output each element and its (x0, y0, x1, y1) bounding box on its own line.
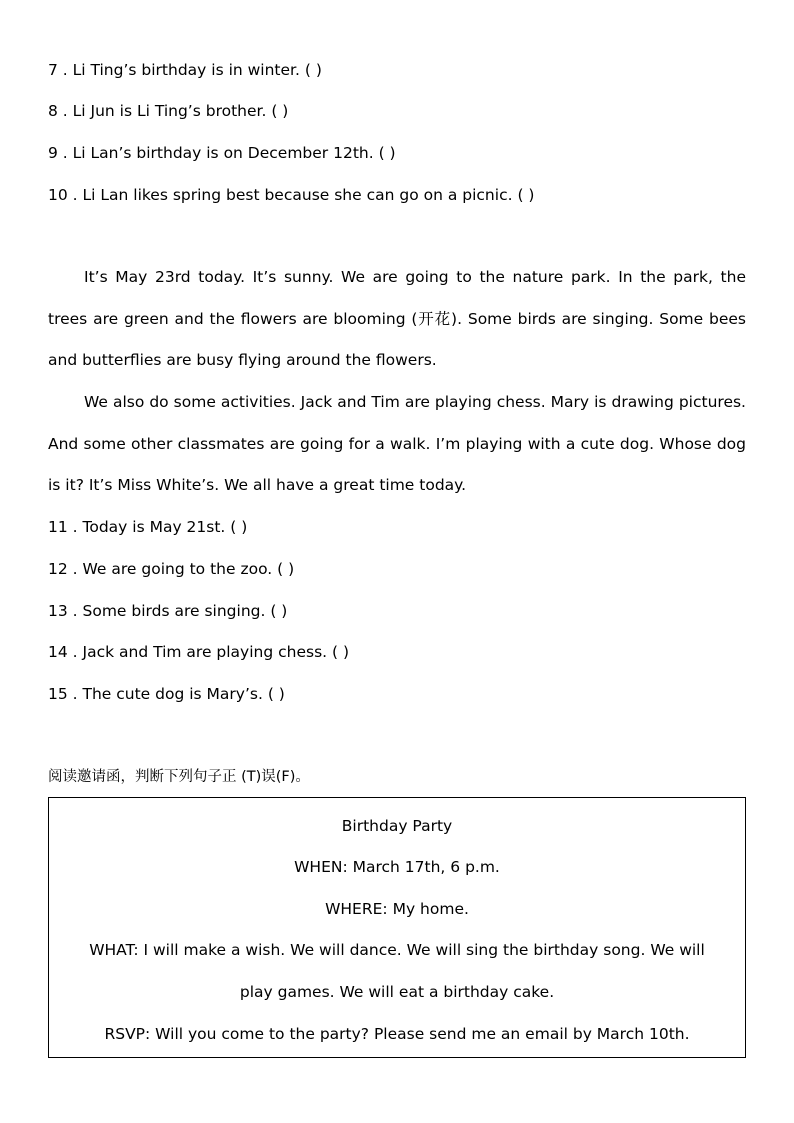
passage-paragraph-1: It’s May 23rd today. It’s sunny. We are going to the nature park. In the park, the trees are green and the flowers are blooming (开花). Some birds are singing. Some bees and butterflies are busy flying around the flowers. (48, 268, 746, 370)
question-14: 14 . Jack and Tim are playing chess. ( ) (48, 643, 350, 661)
question-7: 7 . Li Ting’s birthday is in winter. ( ) (48, 61, 322, 79)
invitation-what-line-2: play games. We will eat a birthday cake. (239, 983, 555, 1001)
question-10: 10 . Li Lan likes spring best because she can go on a picnic. ( ) (48, 186, 535, 204)
invitation-where: WHERE: My home. (325, 900, 469, 918)
section-instruction: 阅读邀请函，判断下列句子正 (T)误(F)。 (48, 769, 310, 785)
question-11: 11 . Today is May 21st. ( ) (48, 518, 248, 536)
question-15: 15 . The cute dog is Mary’s. ( ) (48, 685, 285, 703)
invitation-when: WHEN: March 17th, 6 p.m. (294, 858, 500, 876)
question-12: 12 . We are going to the zoo. ( ) (48, 560, 295, 578)
passage-paragraph-2: We also do some activities. Jack and Tim are playing chess. Mary is drawing pictures. And some other classmates are going for a walk. I’m playing with a cute dog. Whose dog is it? It’s Miss White’s. We all have a great time today. (48, 393, 746, 495)
question-9: 9 . Li Lan’s birthday is on December 12th. ( ) (48, 144, 396, 162)
question-13: 13 . Some birds are singing. ( ) (48, 602, 288, 620)
invitation-what-line-1: WHAT: I will make a wish. We will dance. We will sing the birthday song. We will (89, 941, 705, 959)
invitation-title: Birthday Party (341, 817, 453, 835)
invitation-rsvp: RSVP: Will you come to the party? Please send me an email by March 10th. (104, 1025, 690, 1043)
question-8: 8 . Li Jun is Li Ting’s brother. ( ) (48, 102, 289, 120)
invitation-box (48, 797, 746, 1058)
